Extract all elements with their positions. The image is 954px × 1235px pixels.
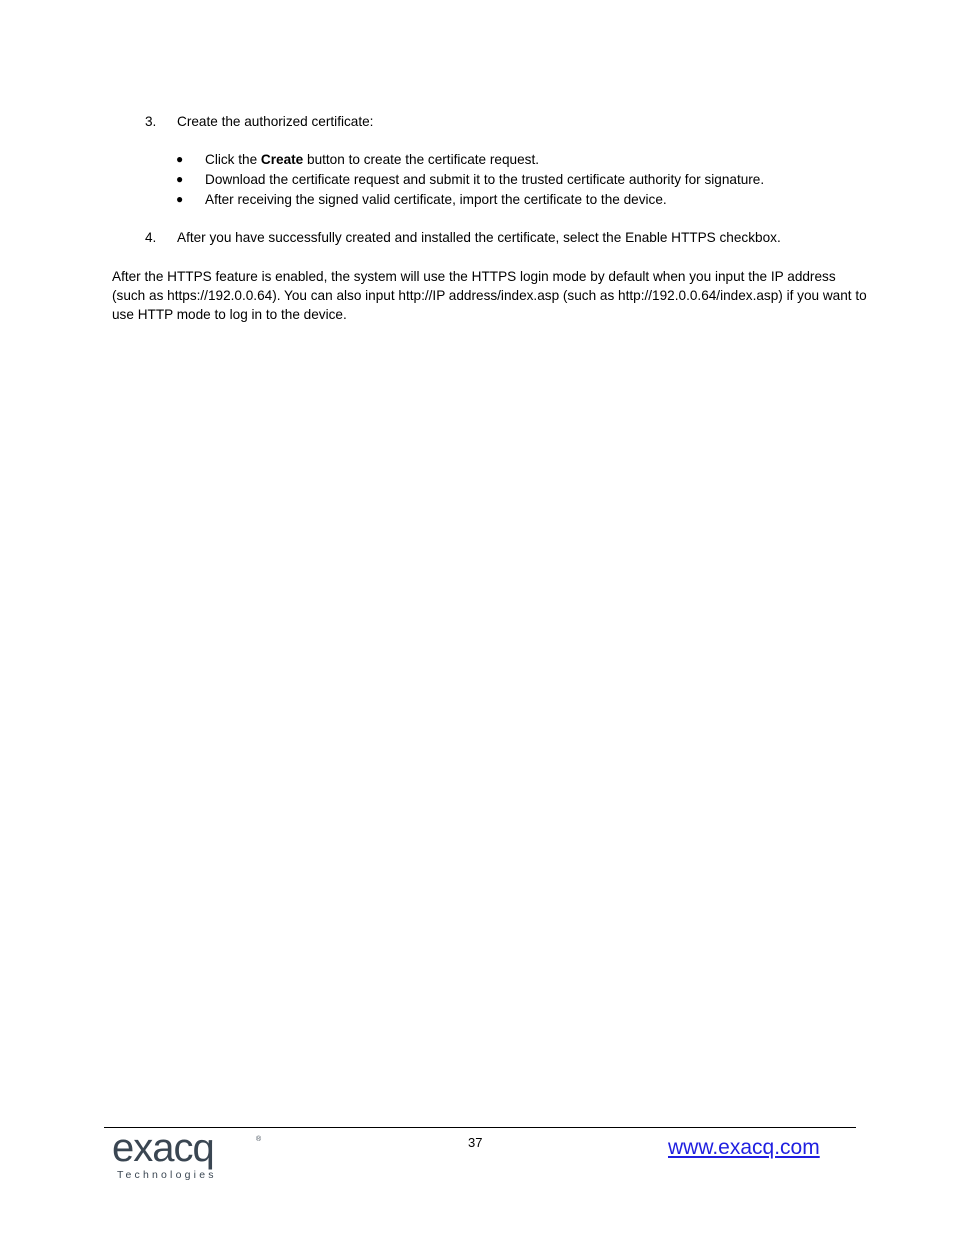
bullet-icon: ●: [176, 172, 184, 186]
step-number: 3.: [145, 114, 157, 129]
https-paragraph: After the HTTPS feature is enabled, the system will use the HTTPS login mode by default when you input the IP address (such as https://192.0.0.64). You can also input http://IP address/index.asp (such as http://192.0.0.64/index.asp) if you want to use HTTP mode to log in to the device.: [112, 269, 867, 322]
bullet-text: Download the certificate request and submit it to the trusted certificate authority for signature.: [205, 172, 765, 187]
exacq-logo: [110, 1129, 266, 1181]
logo-wordmark: exacq: [112, 1129, 214, 1170]
step-number: 4.: [145, 230, 157, 245]
step-text: After you have successfully created and installed the certificate, select the Enable HTTPS checkbox.: [177, 230, 781, 245]
footer-divider: [104, 1127, 856, 1128]
registered-mark: ®: [256, 1136, 262, 1143]
step-text: Create the authorized certificate:: [177, 114, 374, 129]
create-emphasis: Create: [260, 152, 304, 167]
page-number: 37: [468, 1135, 483, 1150]
website-link[interactable]: www.exacq.com: [668, 1136, 820, 1159]
logo-subtext: Technologies: [117, 1169, 217, 1181]
bullet-text: After receiving the signed valid certificate, import the certificate to the device.: [205, 192, 667, 207]
bullet-icon: ●: [176, 192, 184, 206]
bullet-icon: ●: [176, 152, 184, 166]
bullet-text: Click the Create button to create the certificate request.: [205, 152, 539, 167]
